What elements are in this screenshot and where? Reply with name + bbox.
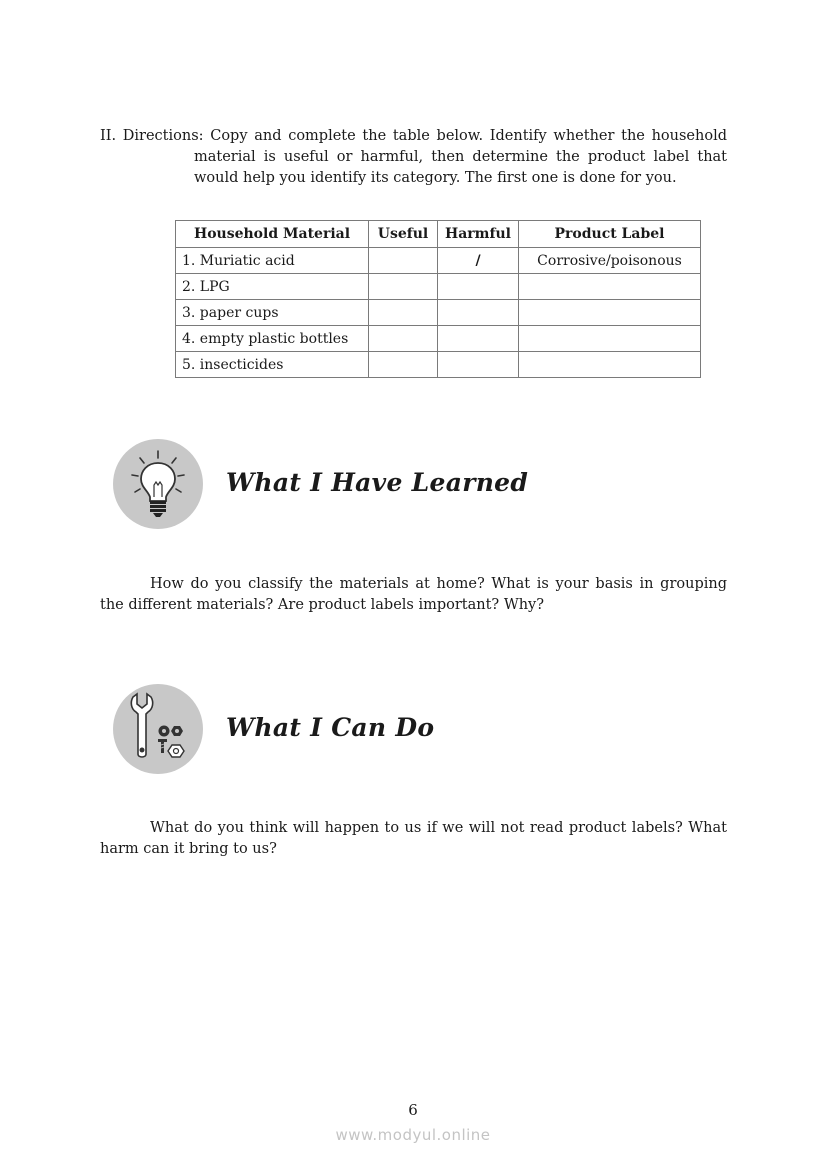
cell-product-label <box>519 352 701 378</box>
cell-useful <box>369 274 438 300</box>
cell-harmful <box>438 326 519 352</box>
table-row <box>176 274 701 300</box>
table-header-row <box>176 221 701 248</box>
table-row <box>176 300 701 326</box>
tools-icon-graphic <box>113 684 203 774</box>
cell-useful <box>369 326 438 352</box>
header-harmful: Harmful <box>438 221 519 248</box>
cell-harmful: / <box>438 248 519 274</box>
cell-material: 2. LPG <box>176 274 369 300</box>
header-useful: Useful <box>369 221 438 248</box>
lightbulb-icon-graphic <box>113 439 203 529</box>
cell-material: 1. Muriatic acid <box>176 248 369 274</box>
header-product-label: Product Label <box>519 221 701 248</box>
cell-material: 3. paper cups <box>176 300 369 326</box>
header-household-material: Household Material <box>176 221 369 248</box>
what-i-can-do-title: What I Can Do <box>226 713 435 742</box>
table-row <box>176 248 701 274</box>
cell-material: 5. insecticides <box>176 352 369 378</box>
cell-useful <box>369 248 438 274</box>
tools-icon <box>113 684 203 774</box>
cell-product-label: Corrosive/poisonous <box>519 248 701 274</box>
cell-harmful <box>438 352 519 378</box>
cell-product-label <box>519 326 701 352</box>
directions-line-2: material is useful or harmful, then determine the product label that <box>194 149 727 165</box>
cell-useful <box>369 352 438 378</box>
directions <box>100 126 727 189</box>
cell-harmful <box>438 300 519 326</box>
what-i-have-learned-title: What I Have Learned <box>226 468 529 497</box>
lightbulb-icon <box>113 439 203 529</box>
directions-line-1: II. Directions: Copy and complete the table below. Identify whether the household <box>100 128 727 144</box>
page-number: 6 <box>408 1101 418 1119</box>
learned-paragraph <box>100 574 727 616</box>
household-material-table <box>175 220 701 378</box>
learned-text: How do you classify the materials at home? What is your basis in grouping the different materials? Are product labels important? Why? <box>100 576 727 613</box>
cell-useful <box>369 300 438 326</box>
watermark: www.modyul.online <box>335 1126 491 1144</box>
cell-material: 4. empty plastic bottles <box>176 326 369 352</box>
table-row <box>176 352 701 378</box>
table-row <box>176 326 701 352</box>
cell-product-label <box>519 274 701 300</box>
cell-harmful <box>438 274 519 300</box>
can-do-paragraph <box>100 818 727 860</box>
can-do-text: What do you think will happen to us if we will not read product labels? What harm can it bring to us? <box>100 820 727 857</box>
directions-line-3: would help you identify its category. The first one is done for you. <box>194 170 677 186</box>
cell-product-label <box>519 300 701 326</box>
